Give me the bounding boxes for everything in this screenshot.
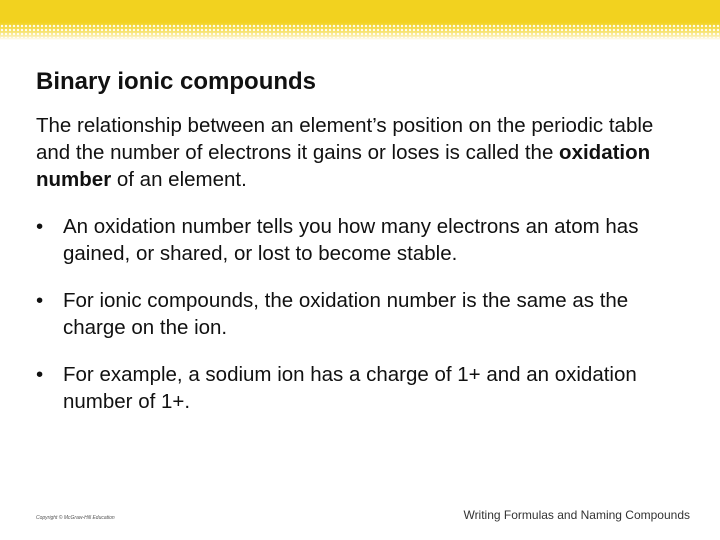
intro-bold-term: oxidation number [36,141,651,191]
bullet-icon: • [36,289,44,312]
bullet-item [36,287,686,341]
bullet-text: An oxidation number tells you how many electrons an atom has gained, or shared, or lost to become stable. [63,215,639,265]
intro-text-before: The relationship between an element’s position on the periodic table and the number of electrons it gains or loses is called the [36,114,654,164]
intro-paragraph [36,112,686,193]
header-dot-pattern [0,24,720,38]
header-band [0,0,720,40]
intro-text-after: of an element. [111,168,247,191]
copyright-notice: Copyright © McGraw-Hill Education [36,515,115,521]
slide-title: Binary ionic compounds [36,68,317,95]
bullet-text: For ionic compounds, the oxidation number is the same as the charge on the ion. [63,289,629,339]
footer-section-title: Writing Formulas and Naming Compounds [463,508,690,522]
bullet-icon: • [36,215,44,238]
bullet-list [36,213,686,435]
bullet-item [36,213,686,267]
bullet-text: For example, a sodium ion has a charge of 1+ and an oxidation number of 1+. [63,363,637,413]
bullet-icon: • [36,363,44,386]
bullet-item [36,361,686,415]
